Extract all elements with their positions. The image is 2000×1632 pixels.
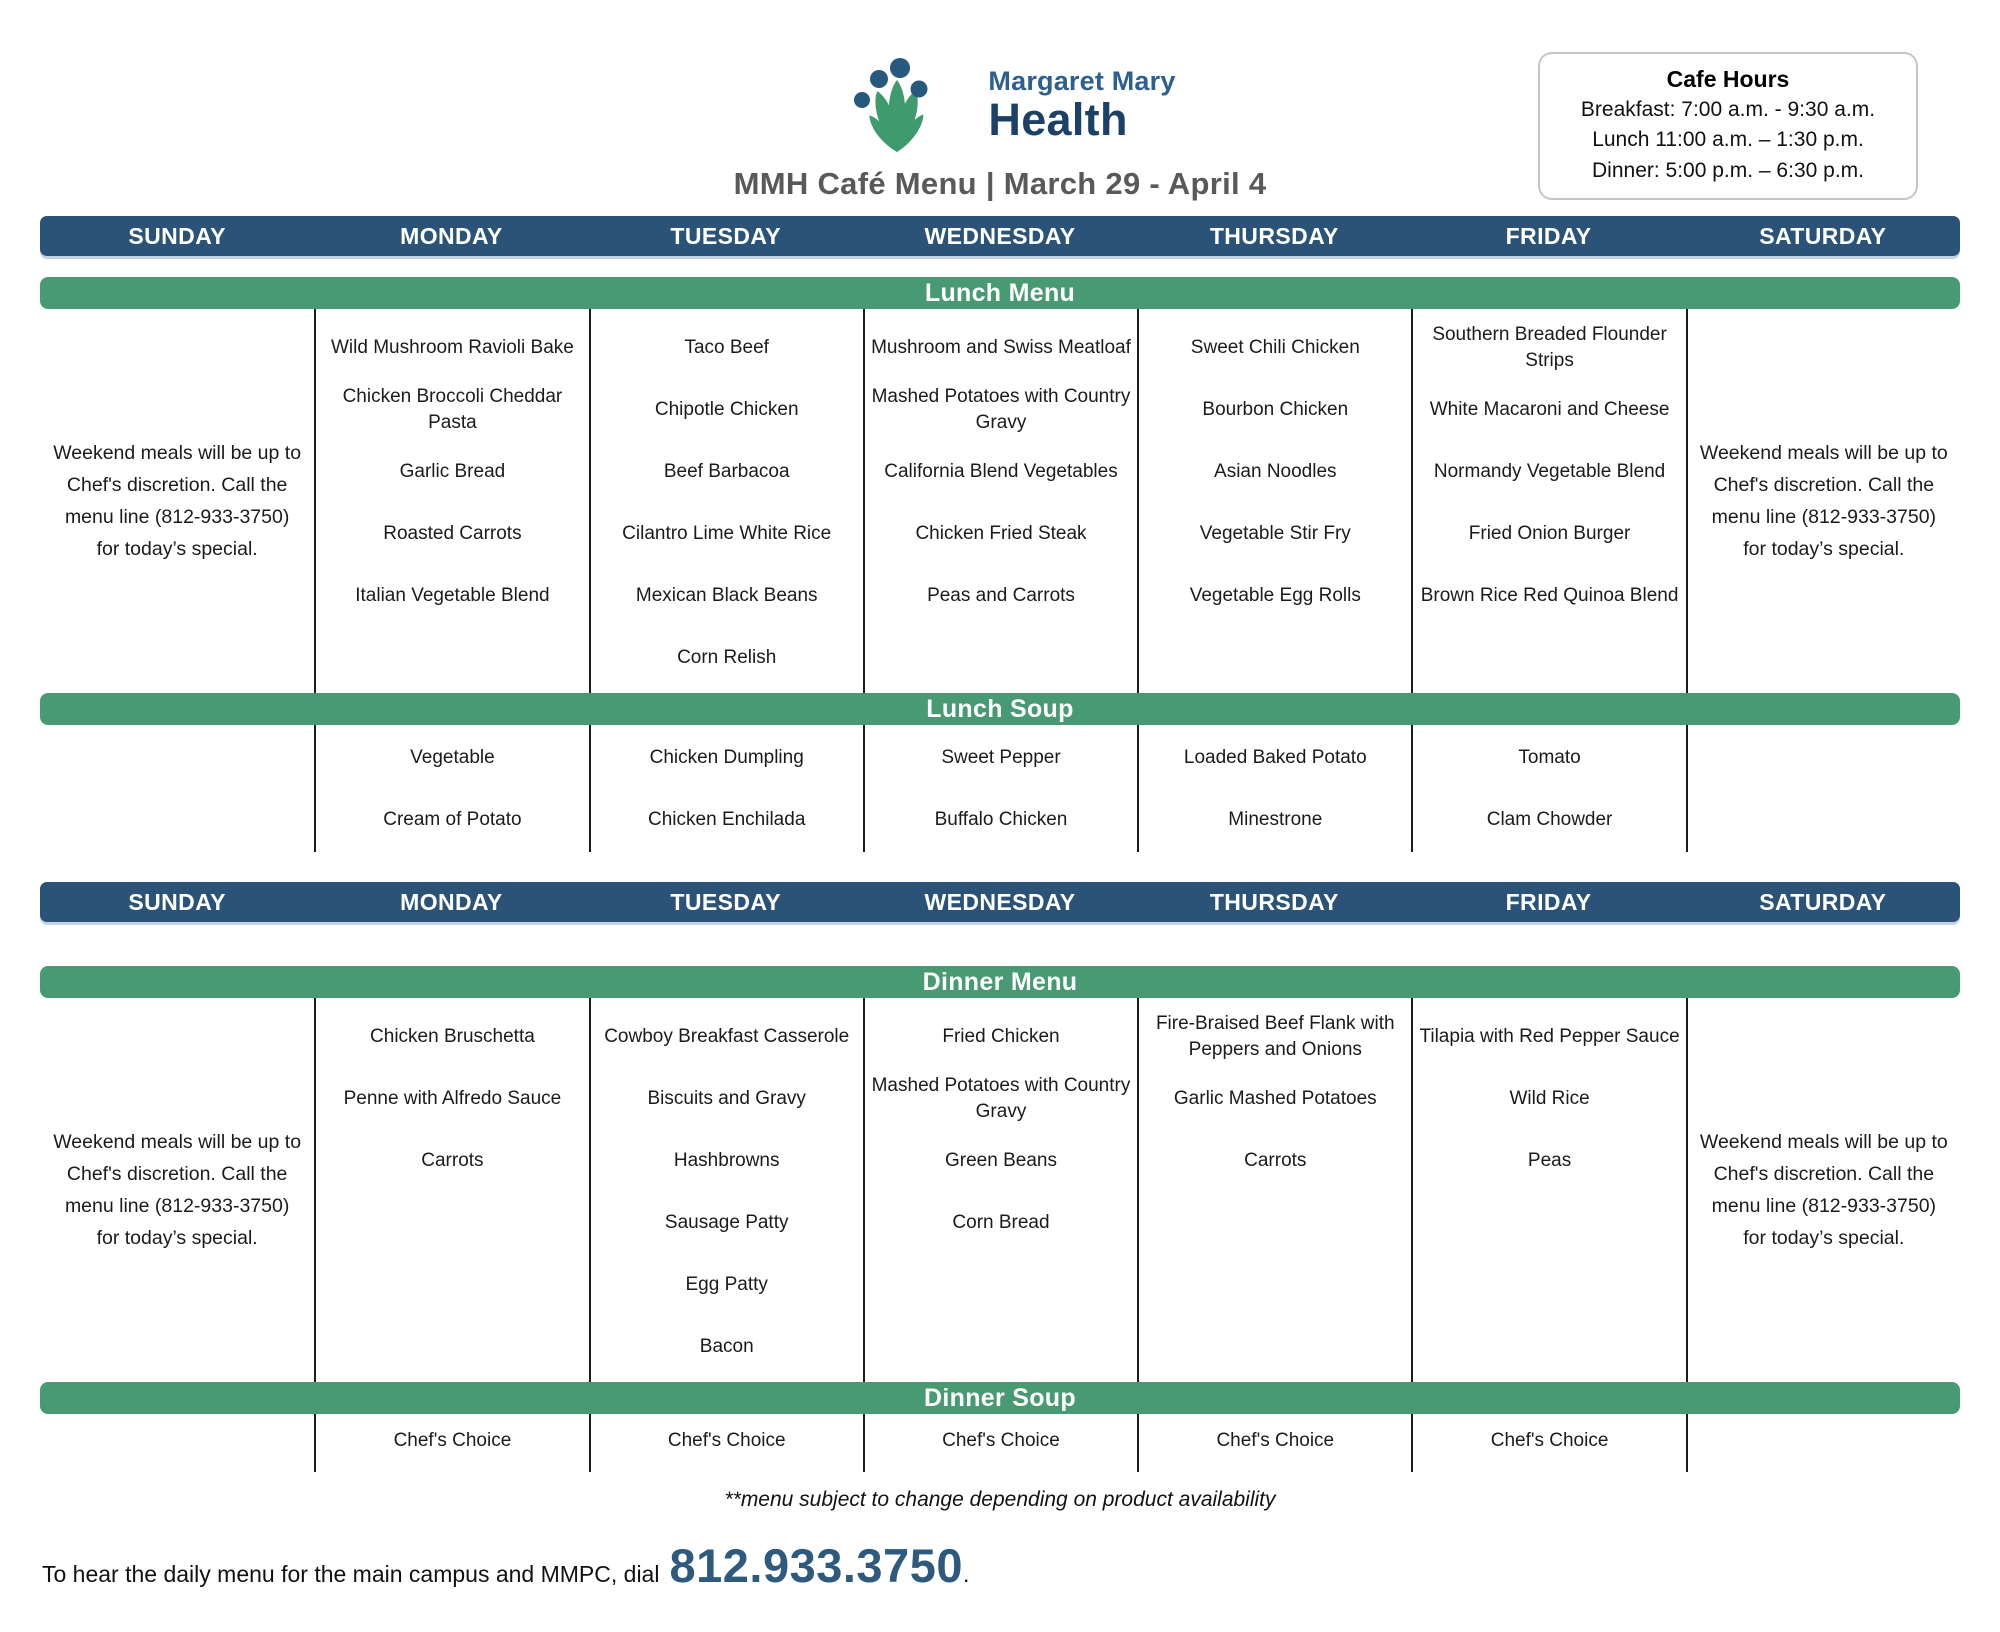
day-header-row-top <box>40 216 1960 256</box>
cafe-hours-lunch: Lunch 11:00 a.m. – 1:30 p.m. <box>1592 128 1864 152</box>
lunch-friday-cell <box>1411 309 1685 693</box>
dinner-wednesday-cell <box>863 998 1137 1382</box>
menu-item: White Macaroni and Cheese <box>1429 399 1670 421</box>
cafe-hours-box <box>1538 52 1918 200</box>
menu-item: Roasted Carrots <box>383 523 522 545</box>
menu-item: Corn Bread <box>952 1212 1050 1234</box>
dinner-soup-friday-cell <box>1411 1414 1685 1472</box>
menu-item: Biscuits and Gravy <box>647 1088 806 1110</box>
weekend-note: Weekend meals will be up to Chef's discretion. Call the menu line (812-933-3750) for today’s special. <box>53 441 302 561</box>
lunch-soup-tuesday-cell <box>589 725 863 852</box>
dinner-soup-thursday-cell <box>1137 1414 1411 1472</box>
cafe-hours-title: Cafe Hours <box>1666 66 1790 92</box>
dinner-monday-cell <box>314 998 588 1382</box>
dinner-soup-sunday-cell <box>40 1414 314 1472</box>
menu-item: Mushroom and Swiss Meatloaf <box>871 337 1131 359</box>
menu-item: Green Beans <box>945 1150 1057 1172</box>
day-friday: FRIDAY <box>1505 888 1592 915</box>
lunch-soup-banner: Lunch Soup <box>40 693 1960 725</box>
menu-item: Brown Rice Red Quinoa Blend <box>1420 585 1679 607</box>
soup-item: Cream of Potato <box>383 809 522 831</box>
day-monday: MONDAY <box>400 888 503 915</box>
menu-item: Garlic Mashed Potatoes <box>1173 1088 1377 1110</box>
menu-item: Chicken Broccoli Cheddar Pasta <box>342 386 563 433</box>
lunch-saturday-cell <box>1686 309 1960 693</box>
menu-item: Wild Rice <box>1509 1088 1590 1110</box>
menu-item: Italian Vegetable Blend <box>355 585 550 607</box>
menu-item: Chipotle Chicken <box>654 399 799 421</box>
brand-wordmark <box>988 66 1176 145</box>
dinner-soup-saturday-cell <box>1686 1414 1960 1472</box>
soup-item: Clam Chowder <box>1486 809 1613 831</box>
dinner-soup-monday-cell <box>314 1414 588 1472</box>
soup-item: Chicken Dumpling <box>649 747 804 769</box>
lunch-sunday-cell <box>40 309 314 693</box>
menu-item: Bourbon Chicken <box>1202 399 1349 421</box>
day-sunday: SUNDAY <box>128 888 226 915</box>
lunch-soup-thursday-cell <box>1137 725 1411 852</box>
lunch-soup-friday-cell <box>1411 725 1685 852</box>
menu-item: Peas and Carrots <box>927 585 1075 607</box>
soup-item: Vegetable <box>410 747 495 769</box>
menu-item: Chicken Fried Steak <box>915 523 1087 545</box>
lunch-soup-sunday-cell <box>40 725 314 852</box>
menu-item: Wild Mushroom Ravioli Bake <box>330 337 574 359</box>
weekend-note: Weekend meals will be up to Chef's discretion. Call the menu line (812-933-3750) for today’s special. <box>53 1130 302 1250</box>
soup-item: Chef's Choice <box>1490 1430 1609 1452</box>
menu-item: Taco Beef <box>684 337 769 359</box>
menu-item: Cowboy Breakfast Casserole <box>604 1026 850 1048</box>
brand-name-top: Margaret Mary <box>988 66 1176 96</box>
dinner-menu-grid <box>40 998 1960 1382</box>
day-monday: MONDAY <box>400 222 503 249</box>
menu-item: Beef Barbacoa <box>663 461 790 483</box>
brand-name-bottom: Health <box>988 94 1128 145</box>
soup-item: Chef's Choice <box>1216 1430 1335 1452</box>
soup-item: Sweet Pepper <box>941 747 1061 769</box>
day-friday: FRIDAY <box>1505 222 1592 249</box>
mmh-people-tree-logo-icon <box>824 48 974 160</box>
menu-item: Mexican Black Beans <box>635 585 818 607</box>
page-title: MMH Café Menu | March 29 - April 4 <box>733 166 1267 201</box>
phone-line-period: . <box>962 1561 970 1587</box>
day-saturday: SATURDAY <box>1759 222 1887 249</box>
menu-item: Southern Breaded Flounder Strips <box>1432 324 1667 371</box>
weekend-note: Weekend meals will be up to Chef's discretion. Call the menu line (812-933-3750) for today’s special. <box>1699 1130 1948 1250</box>
menu-item: Bacon <box>699 1336 754 1358</box>
soup-item: Buffalo Chicken <box>934 809 1068 831</box>
menu-item: Carrots <box>1244 1150 1307 1172</box>
soup-item: Tomato <box>1518 747 1581 769</box>
menu-item: Penne with Alfredo Sauce <box>343 1088 562 1110</box>
soup-item: Chef's Choice <box>393 1430 512 1452</box>
day-tuesday: TUESDAY <box>670 222 781 249</box>
menu-item: Hashbrowns <box>673 1150 780 1172</box>
menu-table <box>40 216 1960 1472</box>
menu-item: Vegetable Egg Rolls <box>1189 585 1361 607</box>
lunch-menu-banner: Lunch Menu <box>40 277 1960 309</box>
menu-item: Asian Noodles <box>1214 461 1337 483</box>
menu-item: Cilantro Lime White Rice <box>622 523 832 545</box>
menu-item: Tilapia with Red Pepper Sauce <box>1419 1026 1680 1048</box>
weekend-note: Weekend meals will be up to Chef's discretion. Call the menu line (812-933-3750) for today’s special. <box>1699 441 1948 561</box>
lunch-tuesday-cell <box>589 309 863 693</box>
lunch-soup-saturday-cell <box>1686 725 1960 852</box>
soup-item: Loaded Baked Potato <box>1183 747 1367 769</box>
lunch-wednesday-cell <box>863 309 1137 693</box>
menu-item: California Blend Vegetables <box>884 461 1118 483</box>
day-wednesday: WEDNESDAY <box>924 222 1076 249</box>
menu-item: Fried Onion Burger <box>1468 523 1631 545</box>
dinner-soup-tuesday-cell <box>589 1414 863 1472</box>
day-sunday: SUNDAY <box>128 222 226 249</box>
soup-item: Minestrone <box>1228 809 1323 831</box>
dinner-friday-cell <box>1411 998 1685 1382</box>
menu-item: Mashed Potatoes with Country Gravy <box>871 386 1131 433</box>
dinner-tuesday-cell <box>589 998 863 1382</box>
menu-item: Carrots <box>421 1150 484 1172</box>
menu-item: Peas <box>1527 1150 1572 1172</box>
soup-item: Chef's Choice <box>942 1430 1060 1452</box>
lunch-soup-monday-cell <box>314 725 588 852</box>
menu-item: Egg Patty <box>685 1274 768 1296</box>
dinner-soup-grid <box>40 1414 1960 1472</box>
dinner-menu-banner: Dinner Menu <box>40 966 1960 998</box>
dinner-sunday-cell <box>40 998 314 1382</box>
day-saturday: SATURDAY <box>1759 888 1887 915</box>
lunch-soup-grid <box>40 725 1960 852</box>
day-header-row-bottom <box>40 882 1960 922</box>
menu-item: Sausage Patty <box>664 1212 789 1234</box>
day-thursday: THURSDAY <box>1209 888 1339 915</box>
cafe-hours-breakfast: Breakfast: 7:00 a.m. - 9:30 a.m. <box>1580 98 1876 121</box>
daily-menu-phone-line <box>42 1538 2000 1593</box>
day-tuesday: TUESDAY <box>670 888 781 915</box>
menu-item: Chicken Bruschetta <box>370 1026 535 1048</box>
lunch-menu-grid <box>40 309 1960 693</box>
dinner-saturday-cell <box>1686 998 1960 1382</box>
header <box>0 0 2000 216</box>
soup-item: Chef's Choice <box>667 1430 786 1452</box>
day-wednesday: WEDNESDAY <box>924 888 1076 915</box>
menu-item: Corn Relish <box>677 647 777 669</box>
dinner-soup-banner: Dinner Soup <box>40 1382 1960 1414</box>
menu-item: Sweet Chili Chicken <box>1190 337 1360 359</box>
menu-item: Garlic Bread <box>399 461 506 483</box>
lunch-thursday-cell <box>1137 309 1411 693</box>
dinner-thursday-cell <box>1137 998 1411 1382</box>
menu-item: Vegetable Stir Fry <box>1199 523 1351 545</box>
cafe-hours-dinner: Dinner: 5:00 p.m. – 6:30 p.m. <box>1592 158 1864 182</box>
lunch-monday-cell <box>314 309 588 693</box>
phone-line-text: To hear the daily menu for the main campus and MMPC, dial <box>42 1561 660 1587</box>
day-thursday: THURSDAY <box>1209 222 1339 249</box>
lunch-soup-wednesday-cell <box>863 725 1137 852</box>
menu-item: Normandy Vegetable Blend <box>1433 461 1666 483</box>
soup-item: Chicken Enchilada <box>648 809 806 831</box>
menu-item: Fire-Braised Beef Flank with Peppers and Onions <box>1155 1013 1395 1060</box>
menu-item: Mashed Potatoes with Country Gravy <box>871 1075 1131 1122</box>
menu-item: Fried Chicken <box>942 1026 1060 1048</box>
dinner-soup-wednesday-cell <box>863 1414 1137 1472</box>
availability-note: **menu subject to change depending on product availability <box>724 1488 1276 1511</box>
phone-number: 812.933.3750 <box>669 1539 963 1592</box>
